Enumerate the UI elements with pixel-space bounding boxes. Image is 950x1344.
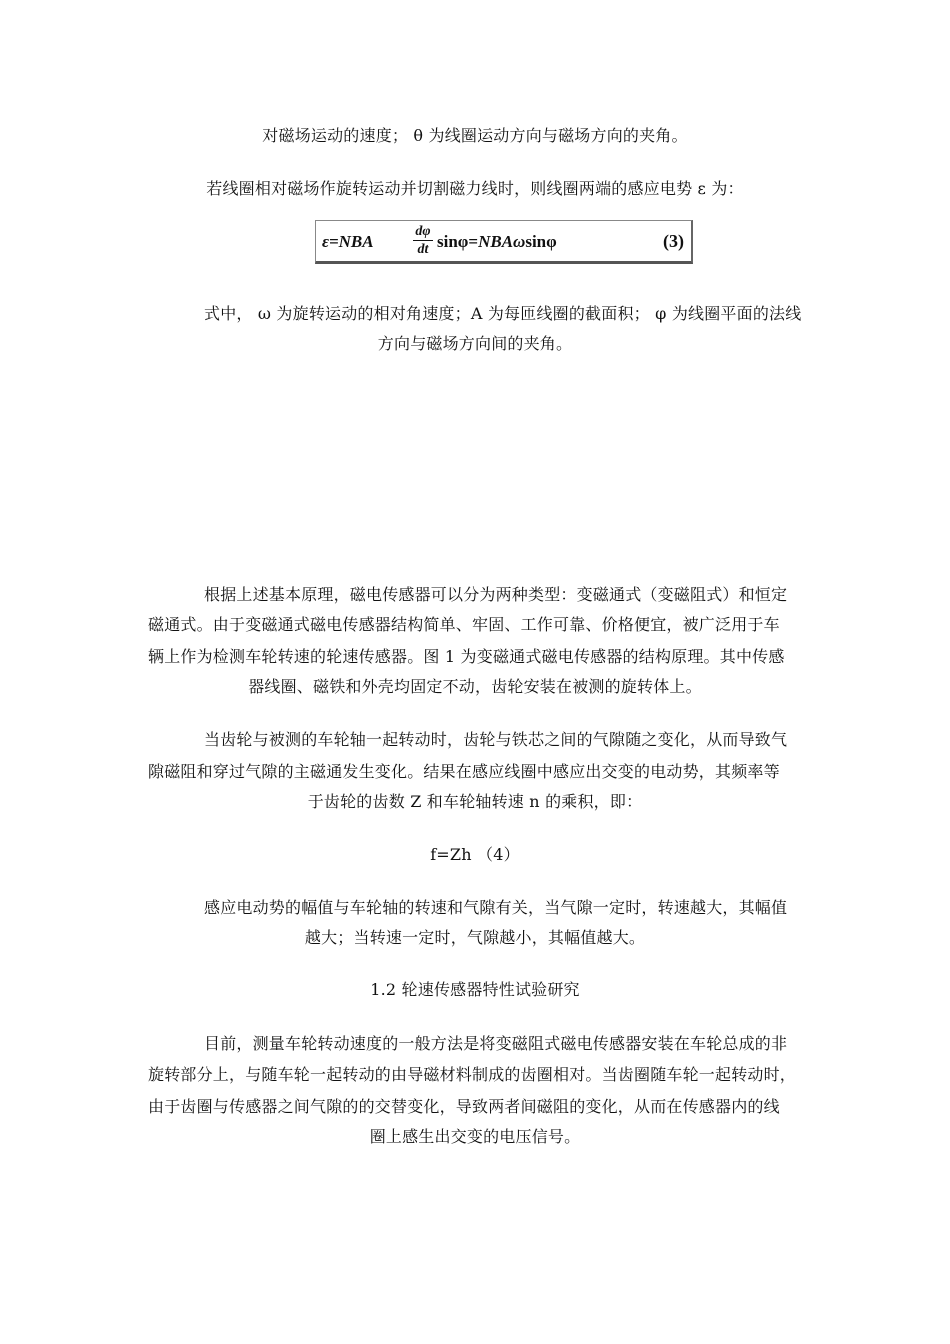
paragraph-line: 旋转部分上，与随车轮一起转动的由导磁材料制成的齿圈相对。当齿圈随车轮一起转动时， — [148, 1065, 797, 1084]
formula-lhs: ε=NBA — [322, 232, 374, 251]
formula-rhs-c: sinφ — [525, 232, 557, 251]
paragraph-line: 方向与磁场方向间的夹角。 — [377, 334, 573, 353]
paragraph-line: 当齿轮与被测的车轮轴一起转动时，齿轮与铁芯之间的气隙随之变化，从而导致气 — [204, 730, 788, 749]
formula-rhs-b: NBAω — [478, 232, 526, 251]
paragraph-line: 于齿轮的齿数 Z 和车轮轴转速 n 的乘积，即： — [307, 792, 643, 811]
formula-3-image — [315, 220, 693, 264]
paragraph-line: 由于齿圈与传感器之间气隙的的交替变化，导致两者间磁阻的变化，从而在传感器内的线 — [148, 1097, 780, 1116]
paragraph-line: 器线圈、磁铁和外壳均固定不动，齿轮安装在被测的旋转体上。 — [248, 677, 702, 696]
paragraph-line: 磁通式。由于变磁通式磁电传感器结构简单、牢固、工作可靠、价格便宜，被广泛用于车 — [148, 615, 780, 634]
paragraph-line: 若线圈相对磁场作旋转运动并切割磁力线时，则线圈两端的感应电势 ε 为： — [206, 179, 744, 198]
paragraph-line: 对磁场运动的速度； θ 为线圈运动方向与磁场方向的夹角。 — [262, 126, 688, 145]
paragraph-line: 式中， ω 为旋转运动的相对角速度；A 为每匝线圈的截面积； φ 为线圈平面的法线 — [204, 304, 802, 323]
section-heading: 1.2 轮速传感器特性试验研究 — [370, 980, 580, 999]
formula-number: (3) — [663, 231, 684, 251]
paragraph-line: 越大；当转速一定时，气隙越小，其幅值越大。 — [304, 928, 646, 947]
paragraph-line: 隙磁阻和穿过气隙的主磁通发生变化。结果在感应线圈中感应出交变的电动势，其频率等 — [148, 762, 780, 781]
paragraph-line: 感应电动势的幅值与车轮轴的转速和气隙有关，当气隙一定时，转速越大，其幅值 — [204, 898, 788, 917]
paragraph-line: 圈上感生出交变的电压信号。 — [369, 1127, 581, 1146]
equation-4: f=Zh （4） — [430, 845, 520, 864]
formula-rhs — [437, 232, 557, 252]
formula-rhs-a: sinφ= — [437, 232, 479, 251]
paragraph-line: 根据上述基本原理，磁电传感器可以分为两种类型：变磁通式（变磁阻式）和恒定 — [204, 585, 788, 604]
paragraph-line: 目前，测量车轮转动速度的一般方法是将变磁阻式磁电传感器安装在车轮总成的非 — [204, 1034, 788, 1053]
fraction-denominator: dt — [417, 242, 429, 257]
fraction-numerator: dφ — [413, 223, 433, 241]
formula-fraction — [413, 223, 433, 258]
paragraph-line: 辆上作为检测车轮转速的轮速传感器。图 1 为变磁通式磁电传感器的结构原理。其中传感 — [148, 647, 785, 666]
